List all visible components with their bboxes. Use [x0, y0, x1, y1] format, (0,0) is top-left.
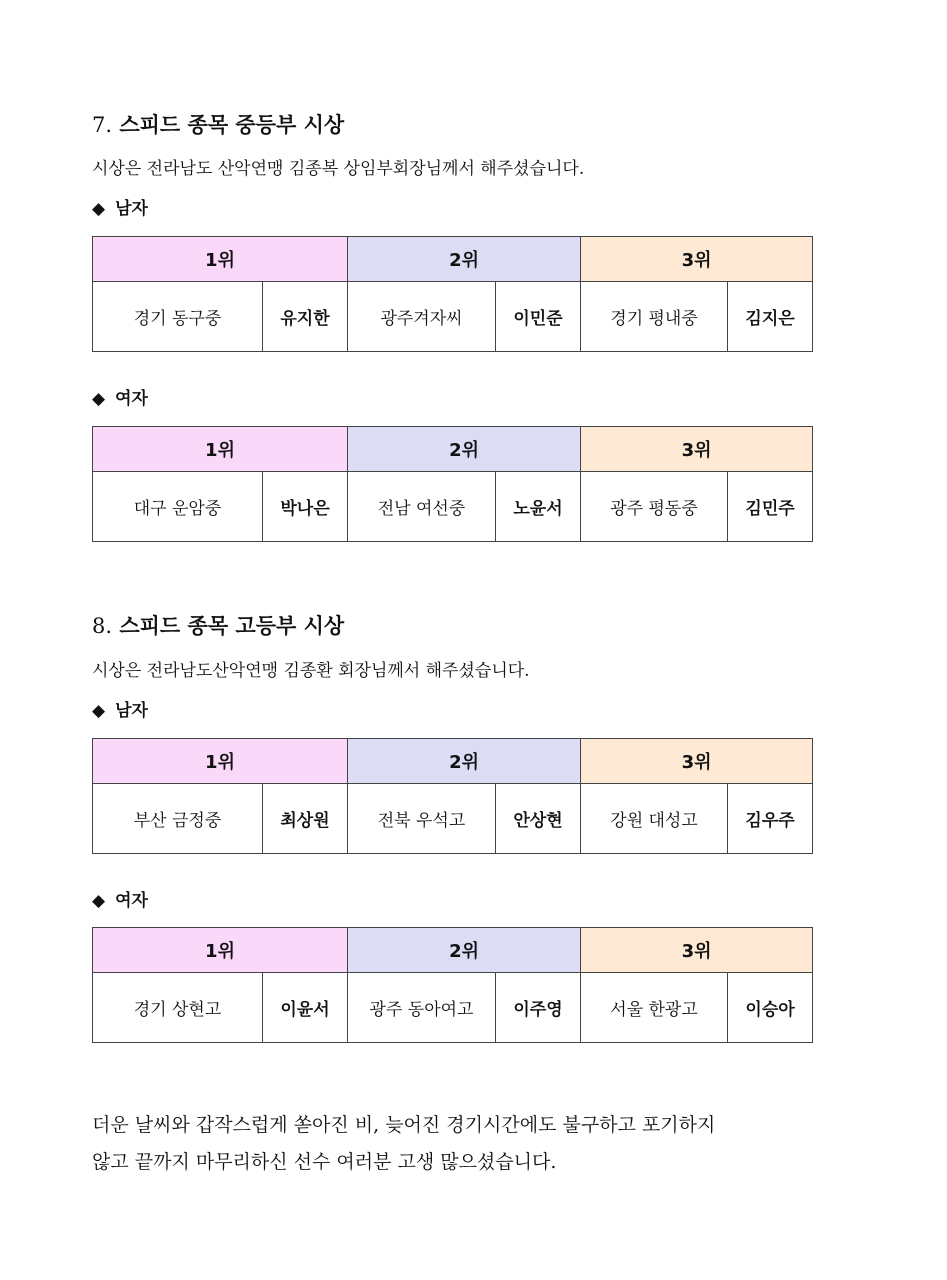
first-place-school: 부산 금정중: [93, 784, 263, 854]
second-place-header: 2위: [348, 739, 581, 784]
section-8-description: 시상은 전라남도산악연맹 김종환 회장님께서 해주셨습니다.: [92, 661, 530, 681]
third-place-name: 김민주: [728, 472, 813, 542]
closing-line-2: 않고 끝까지 마무리하신 선수 여러분 고생 많으셨습니다.: [92, 1151, 557, 1173]
section-7-title-rest: 시상: [303, 112, 345, 137]
section-7-men-label: ◆ 남자: [92, 199, 148, 219]
first-place-name: 유지한: [263, 282, 348, 352]
section-8-heading: [92, 610, 344, 640]
section-8-women-table: [92, 927, 813, 1043]
first-place-header: 1위: [93, 739, 348, 784]
section-7-title: 스피드 종목 중등부: [119, 112, 297, 137]
section-7-heading: [92, 109, 344, 139]
section-8-number: 8.: [92, 614, 113, 638]
first-place-name: 이윤서: [263, 973, 348, 1043]
section-7-women-label: ◆ 여자: [92, 389, 148, 409]
second-place-name: 노윤서: [496, 472, 581, 542]
third-place-header: 3위: [581, 739, 813, 784]
second-place-school: 광주겨자씨: [348, 282, 496, 352]
second-place-school: 전남 여선중: [348, 472, 496, 542]
third-place-school: 강원 대성고: [581, 784, 728, 854]
section-8-title: 스피드 종목 고등부: [119, 613, 297, 638]
diamond-bullet-icon: ◆: [92, 389, 106, 409]
section-7-women-table: [92, 426, 813, 542]
first-place-name: 박나은: [263, 472, 348, 542]
section-8-women-label: ◆ 여자: [92, 891, 148, 911]
closing-message: [92, 1107, 872, 1181]
first-place-header: 1위: [93, 237, 348, 282]
section-8-men-label: ◆ 남자: [92, 701, 148, 721]
third-place-name: 이승아: [728, 973, 813, 1043]
third-place-header: 3위: [581, 427, 813, 472]
section-7-men-table: [92, 236, 813, 352]
third-place-name: 김지은: [728, 282, 813, 352]
third-place-header: 3위: [581, 237, 813, 282]
first-place-name: 최상원: [263, 784, 348, 854]
third-place-header: 3위: [581, 928, 813, 973]
second-place-header: 2위: [348, 928, 581, 973]
diamond-bullet-icon: ◆: [92, 199, 106, 219]
diamond-bullet-icon: ◆: [92, 891, 106, 911]
third-place-school: 서울 한광고: [581, 973, 728, 1043]
third-place-name: 김우주: [728, 784, 813, 854]
first-place-school: 경기 동구중: [93, 282, 263, 352]
closing-line-1: 더운 날씨와 갑작스럽게 쏟아진 비, 늦어진 경기시간에도 불구하고 포기하지: [92, 1114, 716, 1136]
third-place-school: 경기 평내중: [581, 282, 728, 352]
section-7-number: 7.: [92, 113, 113, 137]
second-place-name: 이민준: [496, 282, 581, 352]
section-7-description: 시상은 전라남도 산악연맹 김종복 상임부회장님께서 해주셨습니다.: [92, 159, 585, 179]
third-place-school: 광주 평동중: [581, 472, 728, 542]
first-place-header: 1위: [93, 928, 348, 973]
section-8-title-rest: 시상: [303, 613, 345, 638]
second-place-name: 안상현: [496, 784, 581, 854]
second-place-header: 2위: [348, 427, 581, 472]
first-place-school: 대구 운암중: [93, 472, 263, 542]
first-place-school: 경기 상현고: [93, 973, 263, 1043]
diamond-bullet-icon: ◆: [92, 701, 106, 721]
second-place-name: 이주영: [496, 973, 581, 1043]
first-place-header: 1위: [93, 427, 348, 472]
second-place-school: 광주 동아여고: [348, 973, 496, 1043]
second-place-header: 2위: [348, 237, 581, 282]
section-8-men-table: [92, 738, 813, 854]
second-place-school: 전북 우석고: [348, 784, 496, 854]
